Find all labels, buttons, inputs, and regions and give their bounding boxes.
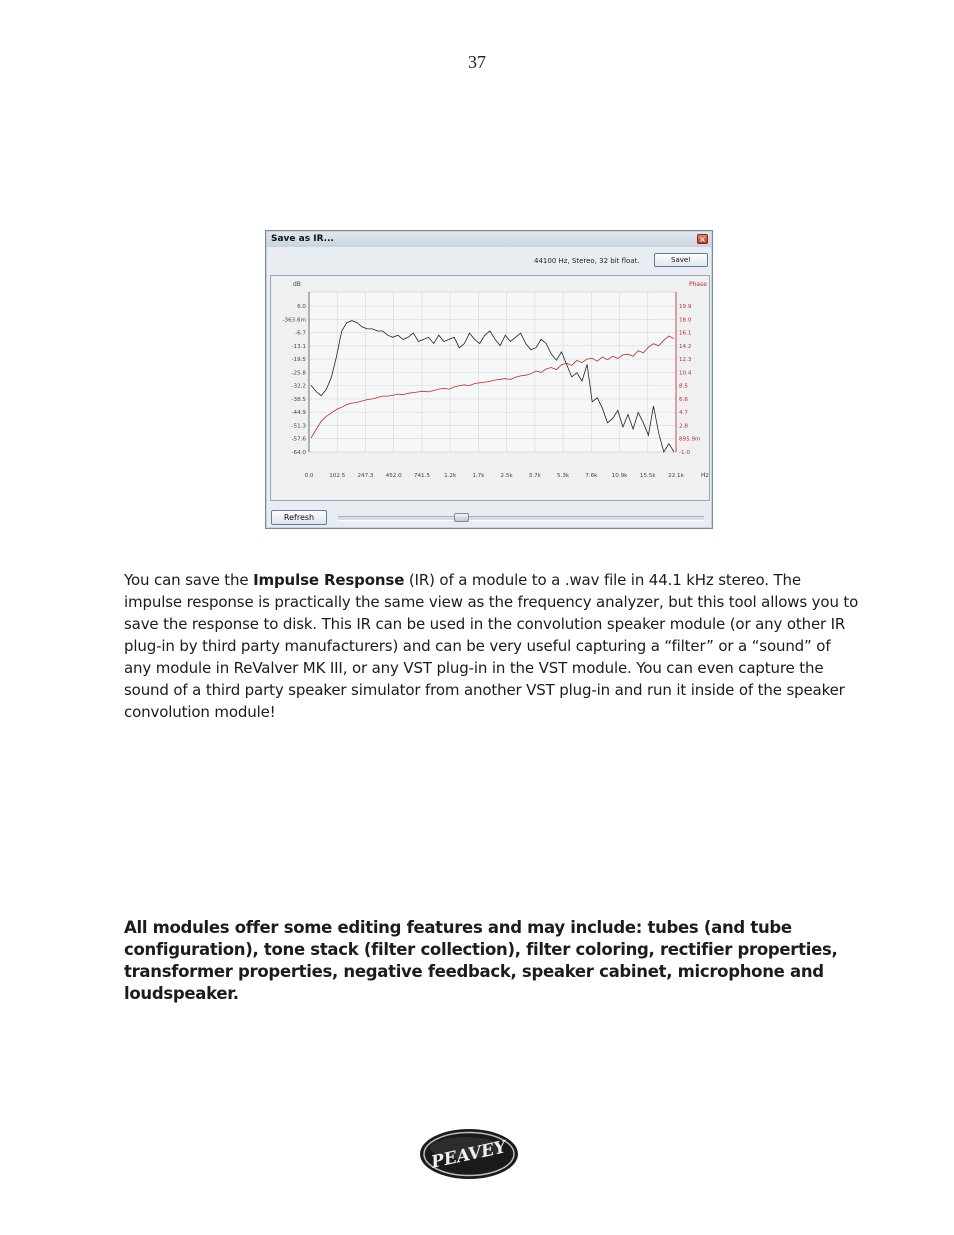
close-icon[interactable]: × [697, 234, 708, 244]
refresh-button[interactable]: Refresh [271, 510, 327, 525]
y-right-tick-label: 2.8 [679, 423, 688, 430]
y-left-tick-label: -44.9 [291, 410, 306, 417]
impulse-response-chart [271, 276, 709, 500]
slider-track[interactable] [338, 516, 704, 521]
y-right-tick-label: -1.0 [679, 450, 690, 456]
y-right-tick-label: 6.6 [679, 396, 688, 403]
y-left-tick-label: -25.8 [291, 370, 306, 377]
y-left-tick-label: -6.7 [295, 330, 306, 337]
y-right-tick-label: 10.4 [679, 370, 692, 377]
save-as-ir-dialog [265, 230, 713, 529]
y-right-tick-label: 19.9 [679, 304, 692, 310]
y-right-tick-label: 4.7 [679, 410, 688, 417]
page-number: 37 [468, 52, 486, 72]
para-intro: You can save the [124, 571, 254, 589]
y-right-tick-label: 8.5 [679, 383, 688, 390]
x-tick-label: 247.3 [357, 473, 374, 479]
logo-text: PEAVEY [429, 1137, 509, 1173]
y-left-label: dB [293, 281, 301, 288]
dialog-title: Save as IR... [271, 234, 334, 244]
x-tick-label: 1.7k [472, 473, 485, 479]
x-tick-label: 3.7k [528, 473, 541, 479]
para-rest: (IR) of a module to a .wav file in 44.1 kHz stereo. The impulse response is practically the same view as the frequency analyzer, but this tool allows you to save the response to disk. This IR can be used in the convolution speaker module (or any other IR plug-in by third party manufacturers) and can be very useful capturing a “filter” or a “sound” of any module in ReValver MK III, or any VST plug-in in the VST module. You can even capture the sound of a third party speaker simulator from another VST plug-in and run it inside of the speaker convolution module! [124, 571, 859, 721]
x-tick-label: 22.1k [668, 473, 684, 479]
y-right-tick-label: 14.2 [679, 343, 692, 350]
y-right-label: Phase [689, 281, 707, 288]
modules-summary-paragraph: All modules offer some editing features and may include: tubes (and tube configuration), tone stack (filter collection), filter coloring, rectifier properties, transformer properties, negative feedback, speaker cabinet, microphone and loudspeaker. [124, 918, 838, 1003]
x-tick-label: 10.9k [611, 473, 628, 479]
format-info: 44100 Hz, Stereo, 32 bit float. [534, 257, 640, 265]
para-term: Impulse Response [253, 571, 405, 589]
y-left-tick-label: -57.6 [291, 436, 306, 443]
plot-area [309, 292, 676, 452]
y-left-tick-label: -51.3 [291, 423, 306, 430]
y-left-tick-label: -32.2 [291, 383, 306, 390]
save-button[interactable]: Save! [654, 253, 708, 267]
x-tick-label: 741.5 [413, 473, 430, 479]
y-right-tick-label: 16.1 [679, 330, 692, 337]
y-right-tick-label: 895.9m [679, 436, 701, 443]
x-tick-label: 2.5k [500, 473, 513, 479]
y-left-tick-label: -38.5 [291, 396, 306, 403]
x-tick-label: 15.5k [639, 473, 656, 479]
x-tick-label: 452.0 [385, 473, 402, 479]
x-tick-label: 1.2k [444, 473, 457, 479]
x-tick-label: 5.3k [557, 473, 570, 479]
y-left-tick-label: -363.6m [282, 317, 306, 324]
y-left-tick-label: -13.1 [291, 343, 306, 350]
impulse-response-plot [270, 275, 710, 501]
y-right-tick-label: 18.0 [679, 317, 692, 324]
y-left-tick-label: 6.0 [297, 304, 306, 310]
x-tick-label: 7.6k [585, 473, 598, 479]
x-tick-label: 0.0 [304, 473, 314, 479]
y-right-tick-label: 12.3 [679, 357, 692, 364]
slider-thumb[interactable] [454, 513, 469, 522]
y-left-tick-label: -64.0 [291, 450, 306, 456]
y-left-tick-label: -19.5 [291, 357, 306, 364]
peavey-logo [418, 1126, 520, 1182]
x-tick-label: 102.5 [329, 473, 346, 479]
x-unit-label: Hz [701, 472, 709, 479]
impulse-response-paragraph [124, 569, 859, 723]
dialog-titlebar [267, 232, 711, 247]
